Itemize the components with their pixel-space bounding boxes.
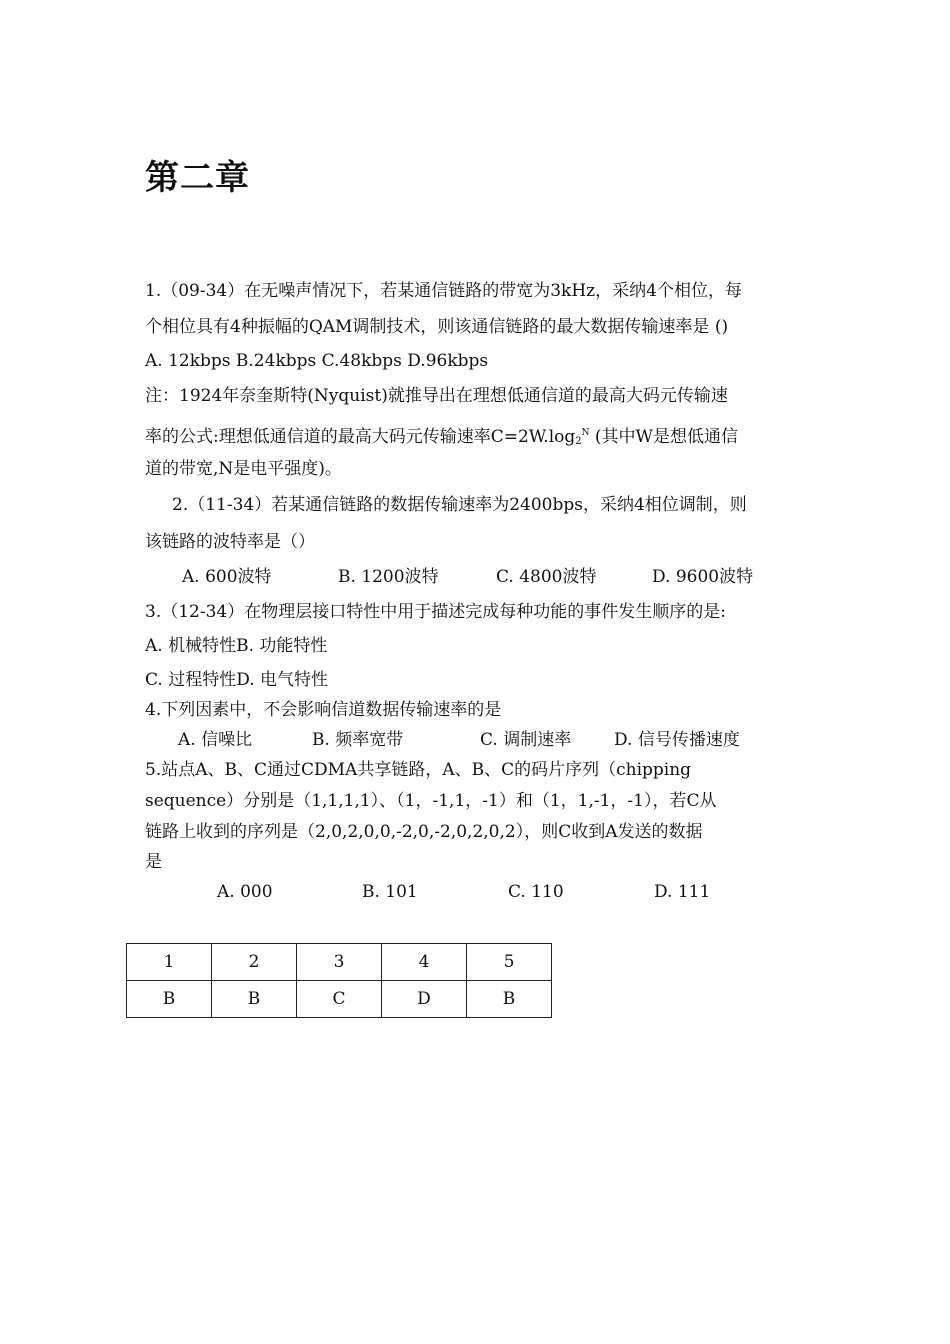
answer-letter-cell: B bbox=[467, 981, 552, 1018]
q4-option-c: C. 调制速率 bbox=[480, 730, 572, 750]
q3-options-line-1: A. 机械特性B. 功能特性 bbox=[145, 636, 328, 656]
answer-number-cell: 3 bbox=[297, 944, 382, 981]
q5-line-4: 是 bbox=[145, 852, 162, 872]
q5-line-3: 链路上收到的序列是（2,0,2,0,0,-2,0,-2,0,2,0,2），则C收到A发送的数据 bbox=[145, 822, 703, 842]
q1-note-line-3: 道的带宽,N是电平强度)。 bbox=[145, 459, 342, 479]
q1-note-line-1: 注：1924年奈奎斯特(Nyquist)就推导出在理想低通信道的最高大码元传输速 bbox=[145, 386, 728, 406]
q2-options bbox=[0, 566, 950, 590]
q4-line-1: 4.下列因素中，不会影响信道数据传输速率的是 bbox=[145, 700, 502, 720]
log-base: 2 bbox=[575, 436, 582, 447]
log-exponent: N bbox=[581, 428, 590, 438]
answer-number-cell: 4 bbox=[382, 944, 467, 981]
q5-options bbox=[0, 881, 950, 905]
q2-option-b: B. 1200波特 bbox=[338, 567, 439, 587]
answer-letter-cell: B bbox=[212, 981, 297, 1018]
answer-number-cell: 2 bbox=[212, 944, 297, 981]
answer-table bbox=[126, 943, 552, 1018]
answer-letter-cell: B bbox=[127, 981, 212, 1018]
note-formula-tail: (其中W是想低通信 bbox=[589, 427, 739, 447]
q1-line-1: 1.（09-34）在无噪声情况下，若某通信链路的带宽为3kHz，采纳4个相位，每 bbox=[145, 281, 742, 301]
q1-note-line-2 bbox=[145, 422, 738, 453]
answer-number-row bbox=[127, 944, 552, 981]
q5-line-1: 5.站点A、B、C通过CDMA共享链路，A、B、C的码片序列（chipping bbox=[145, 760, 692, 780]
q3-options-line-2: C. 过程特性D. 电气特性 bbox=[145, 670, 329, 690]
q1-line-2: 个相位具有4种振幅的QAM调制技术，则该通信链路的最大数据传输速率是 () bbox=[145, 317, 729, 337]
q4-option-a: A. 信噪比 bbox=[178, 730, 253, 750]
answer-number-cell: 1 bbox=[127, 944, 212, 981]
answer-letter-row bbox=[127, 981, 552, 1018]
answer-letter-cell: D bbox=[382, 981, 467, 1018]
q2-option-d: D. 9600波特 bbox=[652, 567, 754, 587]
q4-option-b: B. 频率宽带 bbox=[312, 730, 404, 750]
q2-line-1: 2.（11-34）若某通信链路的数据传输速率为2400bps，采纳4相位调制，则 bbox=[172, 495, 747, 515]
q5-option-d: D. 111 bbox=[654, 882, 711, 902]
q2-line-2: 该链路的波特率是（） bbox=[145, 532, 315, 552]
note-formula-text: 率的公式:理想低通信道的最高大码元传输速率C=2W.log bbox=[145, 427, 576, 447]
q3-line-1: 3.（12-34）在物理层接口特性中用于描述完成每种功能的事件发生顺序的是: bbox=[145, 602, 726, 622]
chapter-title: 第二章 bbox=[145, 158, 250, 198]
q5-option-c: C. 110 bbox=[508, 882, 564, 902]
q4-option-d: D. 信号传播速度 bbox=[614, 730, 740, 750]
q2-option-a: A. 600波特 bbox=[182, 567, 272, 587]
answer-number-cell: 5 bbox=[467, 944, 552, 981]
q5-option-a: A. 000 bbox=[217, 882, 273, 902]
q4-options bbox=[0, 729, 950, 753]
q5-option-b: B. 101 bbox=[362, 882, 418, 902]
answer-letter-cell: C bbox=[297, 981, 382, 1018]
q1-options: A. 12kbps B.24kbps C.48kbps D.96kbps bbox=[145, 351, 489, 371]
q2-option-c: C. 4800波特 bbox=[496, 567, 597, 587]
q5-line-2: sequence）分别是（1,1,1,1）、（1，-1,1，-1）和（1，1,-1，-1），若C从 bbox=[145, 791, 717, 811]
